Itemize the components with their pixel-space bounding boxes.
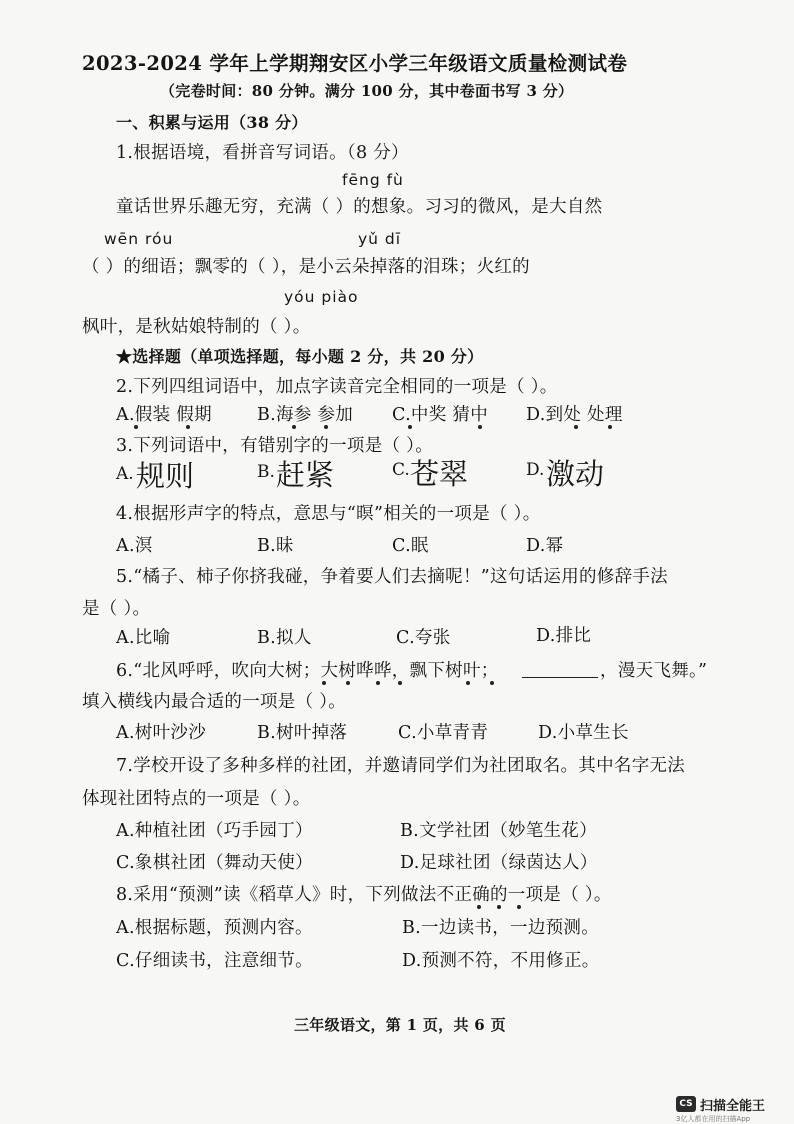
section-heading: 一、积累与运用（38 分） — [116, 113, 308, 132]
exam-title: 2023-2024 学年上学期翔安区小学三年级语文质量检测试卷 — [82, 52, 628, 75]
question-1-line-2: （ ）的细语；飘零的（ ），是小云朵掉落的泪珠；火红的 — [82, 257, 530, 277]
question-3-option-b-letter: B. — [257, 462, 275, 482]
exam-subtitle: （完卷时间：80 分钟。满分 100 分，其中卷面书写 3 分） — [160, 82, 574, 100]
question-6-stem-part-1: 6.“北风呼呼，吹向大树；大树哗哗，飘下树叶； — [116, 661, 499, 681]
question-4-option-a: A.溟 — [116, 536, 153, 556]
emphasis-dot — [490, 681, 494, 685]
question-1-line-3: 枫叶，是秋姑娘特制的（ ）。 — [82, 317, 311, 337]
question-5-stem-line-2: 是（ ）。 — [82, 599, 151, 619]
question-7-option-d: D.足球社团（绿茵达人） — [400, 853, 598, 873]
question-8-option-a: A.根据标题，预测内容。 — [116, 918, 313, 938]
question-6-option-d: D.小草生长 — [538, 723, 629, 743]
question-3-option-a-letter: A. — [116, 464, 134, 484]
question-7-option-b: B.文学社团（妙笔生花） — [400, 821, 598, 841]
question-3-option-a-word: 规则 — [136, 459, 195, 493]
emphasis-dot — [408, 425, 412, 429]
emphasis-dot — [322, 681, 326, 685]
question-5-option-a: A.比喻 — [116, 628, 171, 648]
question-4-stem: 4.根据形声字的特点，意思与“暝”相关的一项是（ ）。 — [116, 504, 541, 524]
scanner-tagline: 3亿人都在用的扫描App — [676, 1115, 751, 1123]
question-3-option-b-word: 赶紧 — [276, 458, 335, 492]
emphasis-dot — [292, 425, 296, 429]
pinyin-yudi: yǔ dī — [358, 230, 402, 248]
question-7-stem-line-1: 7.学校开设了多种多样的社团，并邀请同学们为社团取名。其中名字无法 — [116, 756, 686, 776]
choice-section-heading: ★选择题（单项选择题，每小题 2 分，共 20 分） — [116, 347, 484, 366]
emphasis-dot — [466, 681, 470, 685]
question-8-stem: 8.采用“预测”读《稻草人》时，下列做法不正确的一项是（ ）。 — [116, 885, 612, 905]
question-4-option-c: C.眠 — [392, 536, 429, 556]
question-3-option-c-letter: C. — [392, 460, 410, 480]
pinyin-youpiao: yóu piào — [284, 288, 359, 306]
answer-blank-line — [522, 677, 598, 678]
pinyin-fengfu: fēng fù — [342, 171, 404, 189]
question-1-line-1: 童话世界乐趣无穷，充满（ ）的想象。习习的微风，是大自然 — [116, 197, 603, 217]
emphasis-dot — [134, 425, 138, 429]
question-2-option-b: B.海参 参加 — [257, 405, 354, 425]
question-5-option-d: D.排比 — [536, 626, 592, 646]
question-6-stem-part-2: ，漫天飞舞。” — [600, 661, 708, 681]
question-8-option-c: C.仔细读书，注意细节。 — [116, 951, 313, 971]
question-6-option-c: C.小草青青 — [398, 723, 489, 743]
emphasis-dot — [478, 425, 482, 429]
question-2-option-c: C.中奖 猜中 — [392, 405, 488, 425]
scanner-logo-icon: CS — [676, 1096, 696, 1112]
question-3-option-d-word: 激动 — [546, 457, 605, 491]
question-8-option-b: B.一边读书，一边预测。 — [402, 918, 600, 938]
pinyin-wenrou: wēn róu — [104, 230, 174, 248]
question-8-option-d: D.预测不符，不用修正。 — [402, 951, 600, 971]
question-7-stem-line-2: 体现社团特点的一项是（ ）。 — [82, 789, 311, 809]
emphasis-dot — [574, 425, 578, 429]
question-4-option-b: B.昧 — [257, 536, 294, 556]
emphasis-dot — [608, 425, 612, 429]
emphasis-dot — [477, 905, 481, 909]
question-6-stem-line-2: 填入横线内最合适的一项是（ ）。 — [82, 692, 347, 712]
scanner-app-name: 扫描全能王 — [700, 1099, 766, 1114]
emphasis-dot — [398, 681, 402, 685]
question-6-option-b: B.树叶掉落 — [257, 723, 348, 743]
emphasis-dot — [346, 681, 350, 685]
question-3-option-c-word: 苍翠 — [410, 457, 469, 491]
emphasis-dot — [376, 681, 380, 685]
question-2-option-a: A.假装 假期 — [116, 405, 212, 425]
question-7-option-a: A.种植社团（巧手园丁） — [116, 821, 313, 841]
question-1-stem: 1.根据语境，看拼音写词语。（8 分） — [116, 143, 409, 163]
emphasis-dot — [186, 425, 190, 429]
question-5-option-c: C.夸张 — [396, 628, 451, 648]
question-6-option-a: A.树叶沙沙 — [116, 723, 207, 743]
question-5-option-b: B.拟人 — [257, 628, 312, 648]
question-5-stem-line-1: 5.“橘子、柿子你挤我碰，争着要人们去摘呢！”这句话运用的修辞手法 — [116, 567, 668, 587]
question-2-option-d: D.到处 处理 — [526, 405, 623, 425]
question-2-stem: 2.下列四组词语中，加点字读音完全相同的一项是（ ）。 — [116, 377, 558, 397]
question-3-option-d-letter: D. — [526, 460, 545, 480]
emphasis-dot — [517, 905, 521, 909]
question-4-option-d: D.幂 — [526, 536, 564, 556]
question-7-option-c: C.象棋社团（舞动天使） — [116, 853, 313, 873]
question-3-stem: 3.下列词语中，有错别字的一项是（ ）。 — [116, 436, 434, 456]
emphasis-dot — [324, 425, 328, 429]
emphasis-dot — [497, 905, 501, 909]
page-footer: 三年级语文，第 1 页，共 6 页 — [294, 1016, 506, 1034]
